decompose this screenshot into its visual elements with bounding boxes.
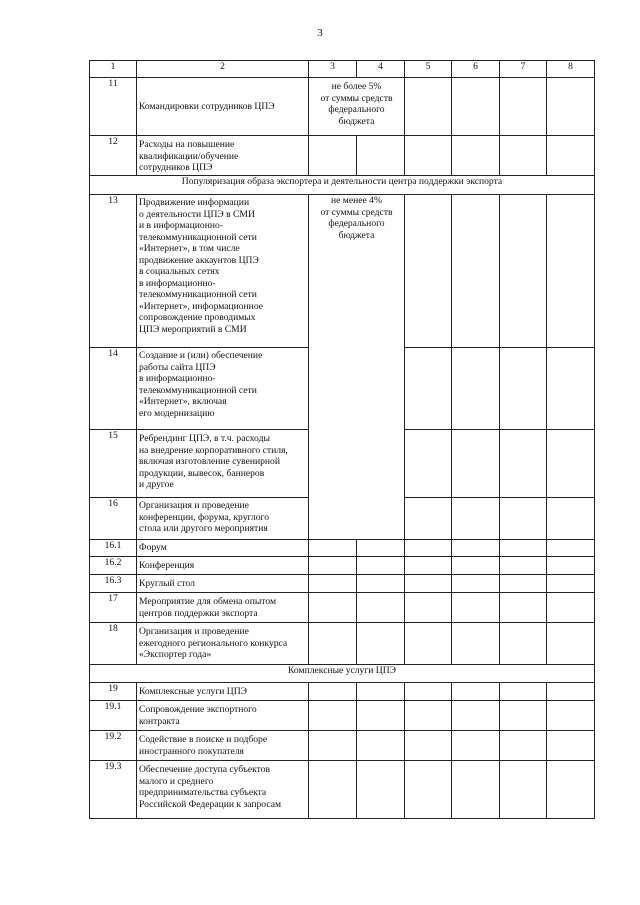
- row-number: 18: [90, 623, 137, 665]
- empty-cell: [452, 557, 500, 575]
- empty-cell: [547, 623, 595, 665]
- empty-cell: [500, 195, 547, 348]
- empty-cell: [547, 701, 595, 731]
- empty-cell: [357, 557, 405, 575]
- empty-cell: [309, 701, 357, 731]
- empty-cell: [547, 575, 595, 593]
- budget-table: [89, 60, 595, 819]
- empty-cell: [309, 683, 357, 701]
- empty-cell: [452, 701, 500, 731]
- header-row: [90, 61, 595, 78]
- row-name: Сопровождение экспортного контракта: [137, 701, 309, 731]
- empty-cell: [405, 498, 452, 540]
- empty-cell: [500, 593, 547, 623]
- empty-cell: [500, 575, 547, 593]
- empty-cell: [405, 557, 452, 575]
- table-row: [90, 593, 595, 623]
- row-number: 16.1: [90, 540, 137, 557]
- empty-cell: [547, 430, 595, 498]
- row-name: Комплексные услуги ЦПЭ: [137, 683, 309, 701]
- empty-cell: [547, 683, 595, 701]
- empty-cell: [309, 623, 357, 665]
- empty-cell: [547, 761, 595, 819]
- row-number: 11: [90, 78, 137, 136]
- empty-cell: [500, 348, 547, 430]
- empty-cell: [500, 623, 547, 665]
- empty-cell: [547, 498, 595, 540]
- table-row: [90, 540, 595, 557]
- empty-cell: [500, 731, 547, 761]
- empty-cell: [452, 136, 500, 176]
- row-number: 19: [90, 683, 137, 701]
- row-number: 16.3: [90, 575, 137, 593]
- empty-cell: [547, 540, 595, 557]
- empty-cell: [405, 195, 452, 348]
- row-number: 16: [90, 498, 137, 540]
- row-number: 19.2: [90, 731, 137, 761]
- col-header-8: 8: [547, 61, 595, 78]
- table-row: [90, 136, 595, 176]
- row-name: Создание и (или) обеспечение работы сайта ЦПЭ в информационно- телекоммуникационной сети «Интернет», включая его модернизацию: [137, 348, 309, 430]
- empty-cell: [452, 623, 500, 665]
- row-number: 15: [90, 430, 137, 498]
- row-name: Конференция: [137, 557, 309, 575]
- row-name: Содействие в поиске и подборе иностранного покупателя: [137, 731, 309, 761]
- row-number: 12: [90, 136, 137, 176]
- empty-cell: [405, 540, 452, 557]
- empty-cell: [500, 498, 547, 540]
- empty-cell: [452, 540, 500, 557]
- col-header-3: 3: [309, 61, 357, 78]
- empty-cell: [357, 136, 405, 176]
- empty-cell: [405, 78, 452, 136]
- empty-cell: [309, 731, 357, 761]
- empty-cell: [405, 701, 452, 731]
- table-row: [90, 683, 595, 701]
- empty-cell: [500, 557, 547, 575]
- empty-cell: [452, 575, 500, 593]
- table-row: [90, 701, 595, 731]
- empty-cell: [405, 575, 452, 593]
- limit-note: не менее 4% от суммы средств федерального бюджета: [309, 195, 405, 540]
- empty-cell: [405, 430, 452, 498]
- empty-cell: [500, 761, 547, 819]
- empty-cell: [405, 593, 452, 623]
- col-header-7: 7: [500, 61, 547, 78]
- empty-cell: [547, 348, 595, 430]
- empty-cell: [357, 575, 405, 593]
- empty-cell: [452, 731, 500, 761]
- row-number: 19.3: [90, 761, 137, 819]
- row-name: Форум: [137, 540, 309, 557]
- empty-cell: [309, 540, 357, 557]
- empty-cell: [500, 683, 547, 701]
- col-header-2: 2: [137, 61, 309, 78]
- empty-cell: [405, 761, 452, 819]
- row-name: Продвижение информации о деятельности ЦПЭ в СМИ и в информационно- телекоммуникационной сети «Интернет», в том числе продвижение аккаунтов ЦПЭ в социальных сетях в информационно- телекоммуникационной сети «Интернет», информационное сопровождение проводимых ЦПЭ мероприятий в СМИ: [137, 195, 309, 348]
- empty-cell: [547, 136, 595, 176]
- row-name: Обеспечение доступа субъектов малого и среднего предпринимательства субъекта Российской Федерации к запросам: [137, 761, 309, 819]
- table-row: [90, 575, 595, 593]
- empty-cell: [309, 575, 357, 593]
- empty-cell: [357, 761, 405, 819]
- row-number: 17: [90, 593, 137, 623]
- empty-cell: [309, 557, 357, 575]
- empty-cell: [547, 593, 595, 623]
- row-number: 16.2: [90, 557, 137, 575]
- row-number: 19.1: [90, 701, 137, 731]
- row-name: Ребрендинг ЦПЭ, в т.ч. расходы на внедрение корпоративного стиля, включая изготовление сувенирной продукции, вывесок, баннеров и другое: [137, 430, 309, 498]
- empty-cell: [500, 540, 547, 557]
- empty-cell: [452, 683, 500, 701]
- section-row: [90, 665, 595, 683]
- empty-cell: [452, 195, 500, 348]
- table-row: [90, 78, 595, 136]
- table-row: [90, 557, 595, 575]
- limit-note: не более 5% от суммы средств федерального бюджета: [309, 78, 405, 136]
- empty-cell: [405, 683, 452, 701]
- row-name: Организация и проведение ежегодного регионального конкурса «Экспортер года»: [137, 623, 309, 665]
- table-row: [90, 731, 595, 761]
- row-number: 14: [90, 348, 137, 430]
- empty-cell: [547, 557, 595, 575]
- row-name: Расходы на повышение квалификации/обучение сотрудников ЦПЭ: [137, 136, 309, 176]
- col-header-6: 6: [452, 61, 500, 78]
- empty-cell: [547, 78, 595, 136]
- empty-cell: [309, 136, 357, 176]
- empty-cell: [452, 78, 500, 136]
- section-title: Популяризация образа экспортера и деятельности центра поддержки экспорта: [90, 176, 595, 195]
- empty-cell: [405, 731, 452, 761]
- empty-cell: [405, 348, 452, 430]
- empty-cell: [500, 78, 547, 136]
- row-name: Организация и проведение конференции, форума, круглого стола или другого мероприятия: [137, 498, 309, 540]
- table-row: [90, 761, 595, 819]
- empty-cell: [500, 430, 547, 498]
- row-name: Мероприятие для обмена опытом центров поддержки экспорта: [137, 593, 309, 623]
- empty-cell: [452, 348, 500, 430]
- table-row: [90, 195, 595, 348]
- empty-cell: [357, 623, 405, 665]
- empty-cell: [405, 623, 452, 665]
- empty-cell: [452, 761, 500, 819]
- empty-cell: [500, 136, 547, 176]
- empty-cell: [405, 136, 452, 176]
- empty-cell: [547, 195, 595, 348]
- empty-cell: [357, 731, 405, 761]
- row-number: 13: [90, 195, 137, 348]
- empty-cell: [357, 540, 405, 557]
- empty-cell: [357, 593, 405, 623]
- empty-cell: [357, 683, 405, 701]
- empty-cell: [309, 761, 357, 819]
- empty-cell: [452, 430, 500, 498]
- empty-cell: [547, 731, 595, 761]
- empty-cell: [500, 701, 547, 731]
- empty-cell: [452, 593, 500, 623]
- section-row: [90, 176, 595, 195]
- empty-cell: [452, 498, 500, 540]
- empty-cell: [309, 593, 357, 623]
- col-header-1: 1: [90, 61, 137, 78]
- col-header-5: 5: [405, 61, 452, 78]
- col-header-4: 4: [357, 61, 405, 78]
- empty-cell: [357, 701, 405, 731]
- page-number: 3: [317, 27, 323, 39]
- table-row: [90, 623, 595, 665]
- row-name: Командировки сотрудников ЦПЭ: [137, 78, 309, 136]
- row-name: Круглый стол: [137, 575, 309, 593]
- section-title: Комплексные услуги ЦПЭ: [90, 665, 595, 683]
